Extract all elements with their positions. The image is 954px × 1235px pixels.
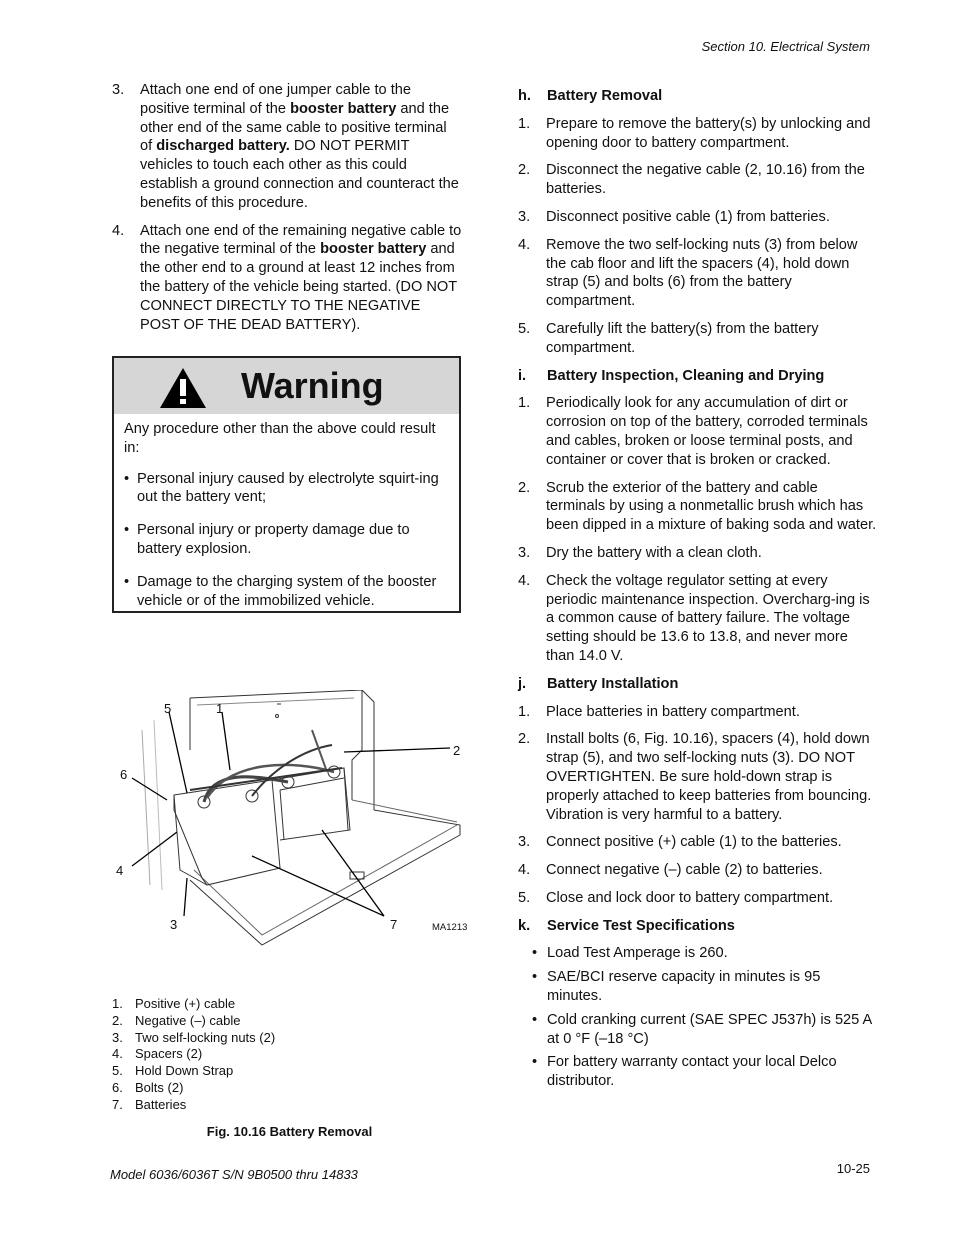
list-item: 1. Place batteries in battery compartment. — [518, 703, 800, 720]
page-header: Section 10. Electrical System — [701, 39, 870, 54]
callout-1: 1 — [216, 701, 224, 716]
list-item: 5. Carefully lift the battery(s) from the battery compartment. — [518, 320, 819, 356]
list-item: 2. Disconnect the negative cable (2, 10.16) from the batteries. — [518, 162, 865, 198]
legend-item: 5. Hold Down Strap — [112, 1063, 234, 1079]
step-4: 4. Attach one end of the remaining negative cable to the negative terminal of the booster battery and the other end to a ground at least 12 inches from the battery of the vehicle being started. (DO NOT CONNECT DIRECTLY TO THE NEGATIVE POST OF THE DEAD BATTERY). — [112, 222, 462, 333]
warning-bullet: • Personal injury caused by electrolyte squirt-ing out the battery vent; — [124, 470, 439, 506]
callout-4: 4 — [116, 863, 124, 878]
warning-bullet: • Damage to the charging system of the booster vehicle or of the immobilized vehicle. — [124, 573, 437, 609]
legend-item: 6. Bolts (2) — [112, 1079, 184, 1095]
page-number: 10-25 — [836, 1161, 870, 1176]
footer-model: Model 6036/6036T S/N 9B0500 thru 14833 — [110, 1167, 358, 1182]
exclamation-triangle-icon — [158, 366, 208, 410]
spec-bullet: • SAE/BCI reserve capacity in minutes is 95 minutes. — [532, 969, 821, 1005]
list-item: 4. Remove the two self-locking nuts (3) from below the cab floor and lift the spacers (4), hold down strap (5) and bolts (6) from the battery compartment. — [518, 236, 858, 310]
legend-item: 2. Negative (–) cable — [112, 1012, 241, 1028]
figure-code: MA1213 — [432, 922, 468, 933]
warning-title: Warning — [241, 365, 384, 406]
right-column — [518, 85, 878, 1096]
section-h-heading: h. Battery Removal — [518, 88, 663, 104]
section-i-heading: i. Battery Inspection, Cleaning and Drying — [518, 367, 825, 384]
spec-bullet: • Load Test Amperage is 260. — [532, 945, 728, 962]
list-item: 2. Scrub the exterior of the battery and cable terminals by using a nonmetallic brush which has been dipped in a mixture of baking soda and water. — [518, 479, 877, 534]
legend-item: 7. Batteries — [112, 1096, 187, 1112]
list-item: 5. Close and lock door to battery compartment. — [518, 889, 834, 906]
callout-2: 2 — [453, 743, 461, 758]
battery-removal-figure — [112, 690, 472, 950]
warning-body — [114, 414, 459, 610]
legend-item: 3. Two self-locking nuts (2) — [112, 1029, 276, 1045]
list-item: 1. Prepare to remove the battery(s) by unlocking and opening door to battery compartment. — [518, 115, 871, 151]
spec-bullet: • For battery warranty contact your local Delco distributor. — [532, 1054, 837, 1090]
legend-item: 1. Positive (+) cable — [112, 996, 236, 1011]
section-j-heading: j. Battery Installation — [518, 675, 679, 692]
figure-legend — [112, 996, 275, 1114]
left-steps — [112, 81, 462, 343]
step-3: 3. Attach one end of one jumper cable to the positive terminal of the booster battery and the other end of the same cable to positive terminal of discharged battery. DO NOT PERMIT vehicles to touch each other as this could establish a ground connection and counteract the benefits of this procedure. — [112, 82, 459, 211]
section-k-heading: k. Service Test Specifications — [518, 917, 735, 934]
warning-intro: Any procedure other than the above could result in: — [124, 421, 436, 456]
warning-header — [114, 358, 459, 414]
callout-5: 5 — [164, 701, 172, 716]
callout-3: 3 — [170, 917, 178, 932]
list-item: 3. Dry the battery with a clean cloth. — [518, 544, 762, 561]
figure-caption: Fig. 10.16 Battery Removal — [206, 1124, 373, 1139]
callout-6: 6 — [120, 767, 128, 782]
list-item: 3. Disconnect positive cable (1) from batteries. — [518, 208, 830, 225]
callout-7: 7 — [390, 917, 398, 932]
warning-box — [112, 356, 461, 613]
warning-bullet: • Personal injury or property damage due to battery explosion. — [124, 522, 410, 557]
list-item: 4. Connect negative (–) cable (2) to batteries. — [518, 862, 823, 879]
list-item: 4. Check the voltage regulator setting at every periodic maintenance inspection. Overcharg-ing is a common cause of battery failure. The voltage setting should be 13.6 to 13.8, and never more than 14.0 V. — [518, 572, 870, 664]
list-item: 3. Connect positive (+) cable (1) to the batteries. — [518, 834, 842, 851]
battery-compartment-illustration — [112, 690, 472, 950]
spec-bullet: • Cold cranking current (SAE SPEC J537h) is 525 A at 0 °F (–18 °C) — [532, 1011, 872, 1047]
list-item: 2. Install bolts (6, Fig. 10.16), spacers (4), hold down strap (5), and two self-locking nuts (3). DO NOT OVERTIGHTEN. Be sure hold-down strap is properly attached to keep batteries from bouncing. Vibration is very harmful to a battery. — [518, 731, 872, 823]
legend-item: 4. Spacers (2) — [112, 1046, 203, 1062]
list-item: 1. Periodically look for any accumulation of dirt or corrosion on top of the battery, corroded terminals and cables, broken or loose terminal posts, and container or cover that is broken or cracked. — [518, 395, 868, 468]
